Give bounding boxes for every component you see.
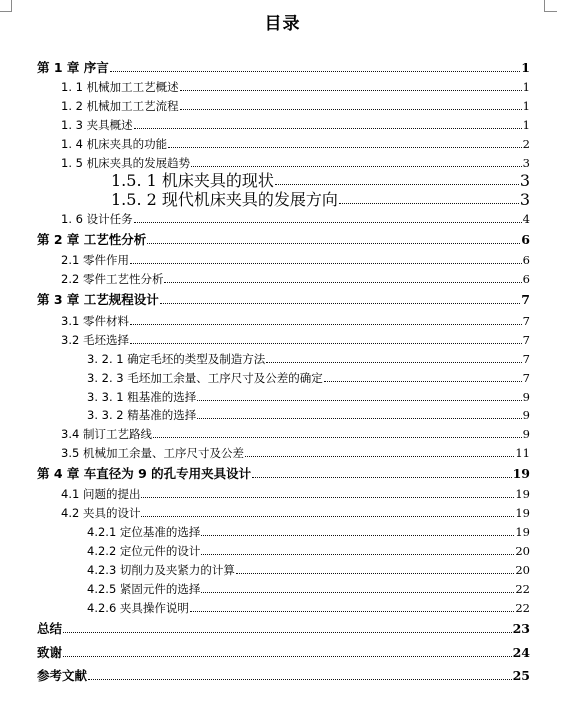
toc-entry[interactable]	[0, 352, 565, 366]
toc-entry[interactable]	[0, 314, 565, 328]
toc-dot-leader	[134, 222, 522, 223]
toc-entry-page-number: 7	[522, 352, 530, 366]
toc-entry-page-number: 19	[515, 525, 530, 539]
toc-entry[interactable]	[0, 646, 565, 660]
toc-entry-page-number: 7	[522, 333, 530, 347]
toc-entry[interactable]	[0, 253, 565, 267]
toc-entry-title: 第 3 章 工艺规程设计	[37, 292, 159, 307]
toc-entry-page-number: 7	[522, 314, 530, 328]
toc-entry[interactable]	[0, 446, 565, 460]
toc-entry-page-number: 22	[515, 601, 530, 615]
toc-entry[interactable]	[0, 99, 565, 113]
toc-entry[interactable]	[0, 601, 565, 615]
toc-entry[interactable]	[0, 171, 565, 190]
toc-entry-title: 2.2 零件工艺性分析	[61, 272, 164, 286]
toc-entry-page-number: 24	[512, 645, 530, 660]
toc-dot-leader	[134, 128, 522, 129]
toc-entry-page-number: 6	[521, 232, 530, 247]
toc-entry-page-number: 6	[522, 272, 530, 286]
toc-entry-page-number: 3	[519, 171, 530, 190]
toc-entry-title: 总结	[37, 621, 63, 636]
toc-dot-leader	[197, 400, 521, 401]
toc-entry[interactable]	[0, 582, 565, 596]
toc-entry-title: 1. 6 设计任务	[61, 212, 133, 226]
toc-dot-leader	[252, 477, 511, 478]
toc-entry[interactable]	[0, 233, 565, 247]
toc-dot-leader	[245, 456, 514, 457]
toc-entry[interactable]	[0, 467, 565, 481]
toc-entry-title: 3.4 制订工艺路线	[61, 427, 152, 441]
toc-entry-page-number: 9	[522, 427, 530, 441]
toc-dot-leader	[110, 71, 521, 72]
toc-entry-title: 3. 3. 2 精基准的选择	[87, 408, 197, 422]
toc-entry[interactable]	[0, 622, 565, 636]
toc-dot-leader	[191, 166, 522, 167]
toc-entry-page-number: 19	[515, 487, 530, 501]
toc-entry[interactable]	[0, 272, 565, 286]
toc-dot-leader	[324, 381, 522, 382]
toc-dot-leader	[141, 497, 514, 498]
toc-entry-page-number: 1	[521, 60, 530, 75]
toc-entry[interactable]	[0, 427, 565, 441]
toc-entry-title: 4.2.6 夹具操作说明	[87, 601, 189, 615]
toc-entry-title: 1. 1 机械加工工艺概述	[61, 80, 179, 94]
toc-dot-leader	[190, 611, 514, 612]
toc-entry-title: 第 2 章 工艺性分析	[37, 232, 147, 247]
toc-entry-page-number: 1	[522, 118, 530, 132]
toc-dot-leader	[201, 535, 514, 536]
toc-dot-leader	[63, 656, 512, 657]
toc-entry-title: 3.5 机械加工余量、工序尺寸及公差	[61, 446, 244, 460]
toc-entry[interactable]	[0, 563, 565, 577]
toc-entry-title: 参考文献	[37, 668, 88, 683]
toc-dot-leader	[160, 303, 521, 304]
toc-entry-page-number: 23	[512, 621, 530, 636]
toc-dot-leader	[130, 343, 522, 344]
toc-entry[interactable]	[0, 544, 565, 558]
toc-entry-page-number: 1	[522, 80, 530, 94]
toc-entry-title: 4.2.1 定位基准的选择	[87, 525, 201, 539]
toc-entry-page-number: 6	[522, 253, 530, 267]
toc-entry-page-number: 19	[515, 506, 530, 520]
toc-entry-page-number: 2	[522, 137, 530, 151]
toc-dot-leader	[180, 109, 522, 110]
toc-entry-title: 3. 3. 1 粗基准的选择	[87, 390, 197, 404]
toc-entry-page-number: 11	[515, 446, 530, 460]
toc-entry-title: 3. 2. 1 确定毛坯的类型及制造方法	[87, 352, 266, 366]
toc-entry-title: 4.2.2 定位元件的设计	[87, 544, 201, 558]
toc-entry-title: 1. 2 机械加工工艺流程	[61, 99, 179, 113]
toc-entry[interactable]	[0, 190, 565, 209]
toc-entry[interactable]	[0, 408, 565, 422]
toc-entry-title: 1. 5 机床夹具的发展趋势	[61, 156, 191, 170]
toc-entry-title: 1.5. 2 现代机床夹具的发展方向	[111, 190, 338, 209]
toc-dot-leader	[275, 184, 519, 185]
toc-dot-leader	[130, 324, 522, 325]
toc-entry[interactable]	[0, 333, 565, 347]
toc-dot-leader	[147, 243, 520, 244]
toc-entry[interactable]	[0, 118, 565, 132]
toc-title: 目录	[264, 14, 301, 34]
toc-entry[interactable]	[0, 137, 565, 151]
toc-dot-leader	[180, 90, 522, 91]
toc-dot-leader	[153, 437, 522, 438]
toc-entry-page-number: 3	[522, 156, 530, 170]
toc-dot-leader	[164, 282, 521, 283]
toc-entry-page-number: 3	[519, 190, 530, 209]
toc-entry-title: 第 1 章 序言	[37, 60, 109, 75]
toc-entry-page-number: 22	[515, 582, 530, 596]
toc-dot-leader	[201, 592, 514, 593]
toc-entry[interactable]	[0, 371, 565, 385]
toc-entry-title: 2.1 零件作用	[61, 253, 129, 267]
toc-entry-title: 第 4 章 车直径为 9 的孔专用夹具设计	[37, 466, 252, 481]
toc-entry-title: 1.5. 1 机床夹具的现状	[111, 171, 274, 190]
toc-entry-page-number: 19	[512, 466, 530, 481]
toc-entry[interactable]	[0, 669, 565, 683]
toc-dot-leader	[130, 263, 522, 264]
toc-entry-title: 4.2 夹具的设计	[61, 506, 141, 520]
toc-dot-leader	[266, 362, 521, 363]
toc-dot-leader	[63, 632, 512, 633]
toc-entry[interactable]	[0, 80, 565, 94]
toc-entry-page-number: 4	[522, 212, 530, 226]
toc-dot-leader	[141, 516, 514, 517]
toc-dot-leader	[339, 203, 519, 204]
toc-entry-title: 致谢	[37, 645, 63, 660]
toc-entry-page-number: 20	[515, 563, 530, 577]
toc-entry-page-number: 9	[522, 390, 530, 404]
toc-entry-page-number: 25	[512, 668, 530, 683]
toc-entry-title: 4.2.3 切削力及夹紧力的计算	[87, 563, 235, 577]
toc-entry-title: 1. 4 机床夹具的功能	[61, 137, 168, 151]
toc-entry[interactable]	[0, 61, 565, 75]
toc-entry[interactable]	[0, 487, 565, 501]
toc-dot-leader	[168, 147, 522, 148]
toc-entry[interactable]	[0, 212, 565, 226]
toc-entry-page-number: 20	[515, 544, 530, 558]
toc-entry-title: 4.2.5 紧固元件的选择	[87, 582, 201, 596]
toc-entry-page-number: 7	[522, 371, 530, 385]
toc-entry-title: 4.1 问题的提出	[61, 487, 141, 501]
toc-entry-title: 3.2 毛坯选择	[61, 333, 129, 347]
toc-dot-leader	[197, 418, 521, 419]
toc-dot-leader	[201, 554, 514, 555]
toc-entry-title: 3.1 零件材料	[61, 314, 129, 328]
toc-entry-title: 3. 2. 3 毛坯加工余量、工序尺寸及公差的确定	[87, 371, 323, 385]
toc-entry-page-number: 7	[521, 292, 530, 307]
toc-entry-page-number: 1	[522, 99, 530, 113]
toc-entry[interactable]	[0, 293, 565, 307]
toc-entry[interactable]	[0, 390, 565, 404]
toc-entry-title: 1. 3 夹具概述	[61, 118, 133, 132]
toc-entry[interactable]	[0, 506, 565, 520]
toc-dot-leader	[88, 679, 512, 680]
toc-dot-leader	[236, 573, 514, 574]
toc-entry-page-number: 9	[522, 408, 530, 422]
toc-entry[interactable]	[0, 525, 565, 539]
toc-entry[interactable]	[0, 156, 565, 170]
